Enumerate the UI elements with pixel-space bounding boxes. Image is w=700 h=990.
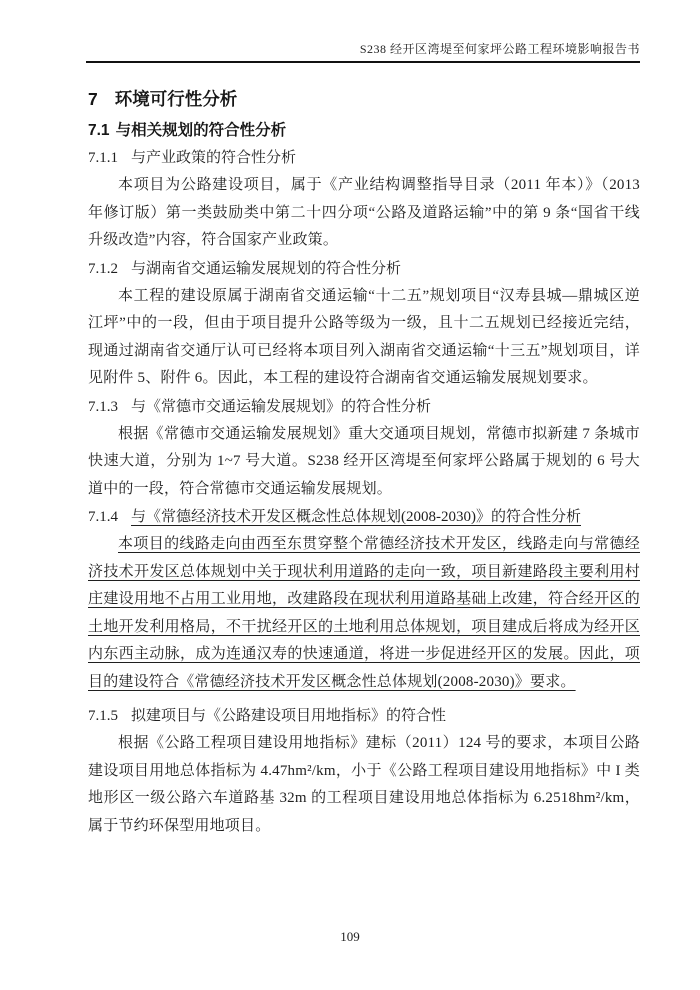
section-7-1-3 [88,399,640,504]
page-number: 109 [340,929,360,944]
section-7-1-5-heading [88,708,640,725]
header-rule [86,61,640,63]
document-content [88,89,640,840]
section-7-1-2 [88,261,640,393]
chapter-title: 环境可行性分析 [114,89,238,109]
section-7-1-1-heading [88,150,640,167]
section-7-1-1-number: 7.1.1 [88,150,118,166]
section-7-1-4-heading [88,509,640,526]
section-7-1-2-paragraph: 本工程的建设原属于湖南省交通运输“十二五”规划项目“汉寿县城—鼎城区逆江坪”中的一段，但由于项目提升公路等级为一级，且十二五规划已经接近完结，现通过湖南省交通厅认可已经将本项目列入湖南省交通运输“十三五”规划项目，详见附件 5、附件 6。因此，本工程的建设符合湖南省交通运输发展规划要求。 [88,287,640,386]
section-7-1-1 [88,150,640,255]
section-7-1-3-title: 与《常德市交通运输发展规划》的符合性分析 [131,398,432,415]
section-7-1-4-number: 7.1.4 [88,509,118,525]
section-7-1-title: 与相关规划的符合性分析 [115,122,287,139]
section-7-1-5-title: 拟建项目与《公路建设项目用地指标》的符合性 [131,708,447,724]
section-7-1-5 [88,708,640,840]
section-7-1-5-number: 7.1.5 [88,708,118,724]
chapter-heading [88,89,640,109]
section-7-1-3-paragraph: 根据《常德市交通运输发展规划》重大交通项目规划，常德市拟新建 7 条城市快速大道，分别为 1~7 号大道。S238 经开区湾堤至何家坪公路属于规划的 6 号大道中的一段，符合常德市交通运输发展规划。 [88,425,640,497]
section-7-1-2-heading [88,261,640,278]
section-7-1-4 [88,509,640,696]
section-7-1-1-title: 与产业政策的符合性分析 [131,150,297,166]
section-7-1-number: 7.1 [88,122,110,139]
chapter-number: 7 [88,89,98,109]
section-7-1-2-title: 与湖南省交通运输发展规划的符合性分析 [131,260,402,277]
section-7-1-4-title: 与《常德经济技术开发区概念性总体规划(2008-2030)》的符合性分析 [131,509,581,525]
section-7-1-4-paragraph: 本项目的线路走向由西至东贯穿整个常德经济技术开发区，线路走向与常德经济技术开发区总体规划中关于现状利用道路的走向一致，项目新建路段主要利用村庄建设用地不占用工业用地，改建路段在现状利用道路基础上改建，符合经开区的土地开发利用格局，不干扰经开区的土地利用总体规划，项目建成后将成为经开区内东西主动脉，成为连通汉寿的快速通道，将进一步促进经开区的发展。因此，项目的建设符合《常德经济技术开发区概念性总体规划(2008-2030)》要求。 [88,536,640,690]
running-header-title: S238 经开区湾堤至何家坪公路工程环境影响报告书 [359,42,640,56]
section-7-1-2-number: 7.1.2 [88,260,118,277]
section-7-1-1-paragraph: 本项目为公路建设项目，属于《产业结构调整指导目录（2011 年本）》（2013 年修订版）第一类鼓励类中第二十四分项“公路及道路运输”中的第 9 条“国省干线升级改造”内容，符合国家产业政策。 [88,177,640,248]
section-7-1-3-heading [88,399,640,416]
section-7-1-heading [88,122,640,139]
page-footer [0,929,700,945]
section-7-1-5-paragraph: 根据《公路工程项目建设用地指标》建标（2011）124 号的要求，本项目公路建设项目用地总体指标为 4.47hm²/km，小于《公路工程项目建设用地指标》中 I 类地形区一级公路六车道路基 32m 的工程项目建设用地总体指标为 6.2518hm²/km，属于节约环保型用地项目。 [88,735,640,834]
running-header [0,0,700,63]
section-7-1-3-number: 7.1.3 [88,398,118,415]
